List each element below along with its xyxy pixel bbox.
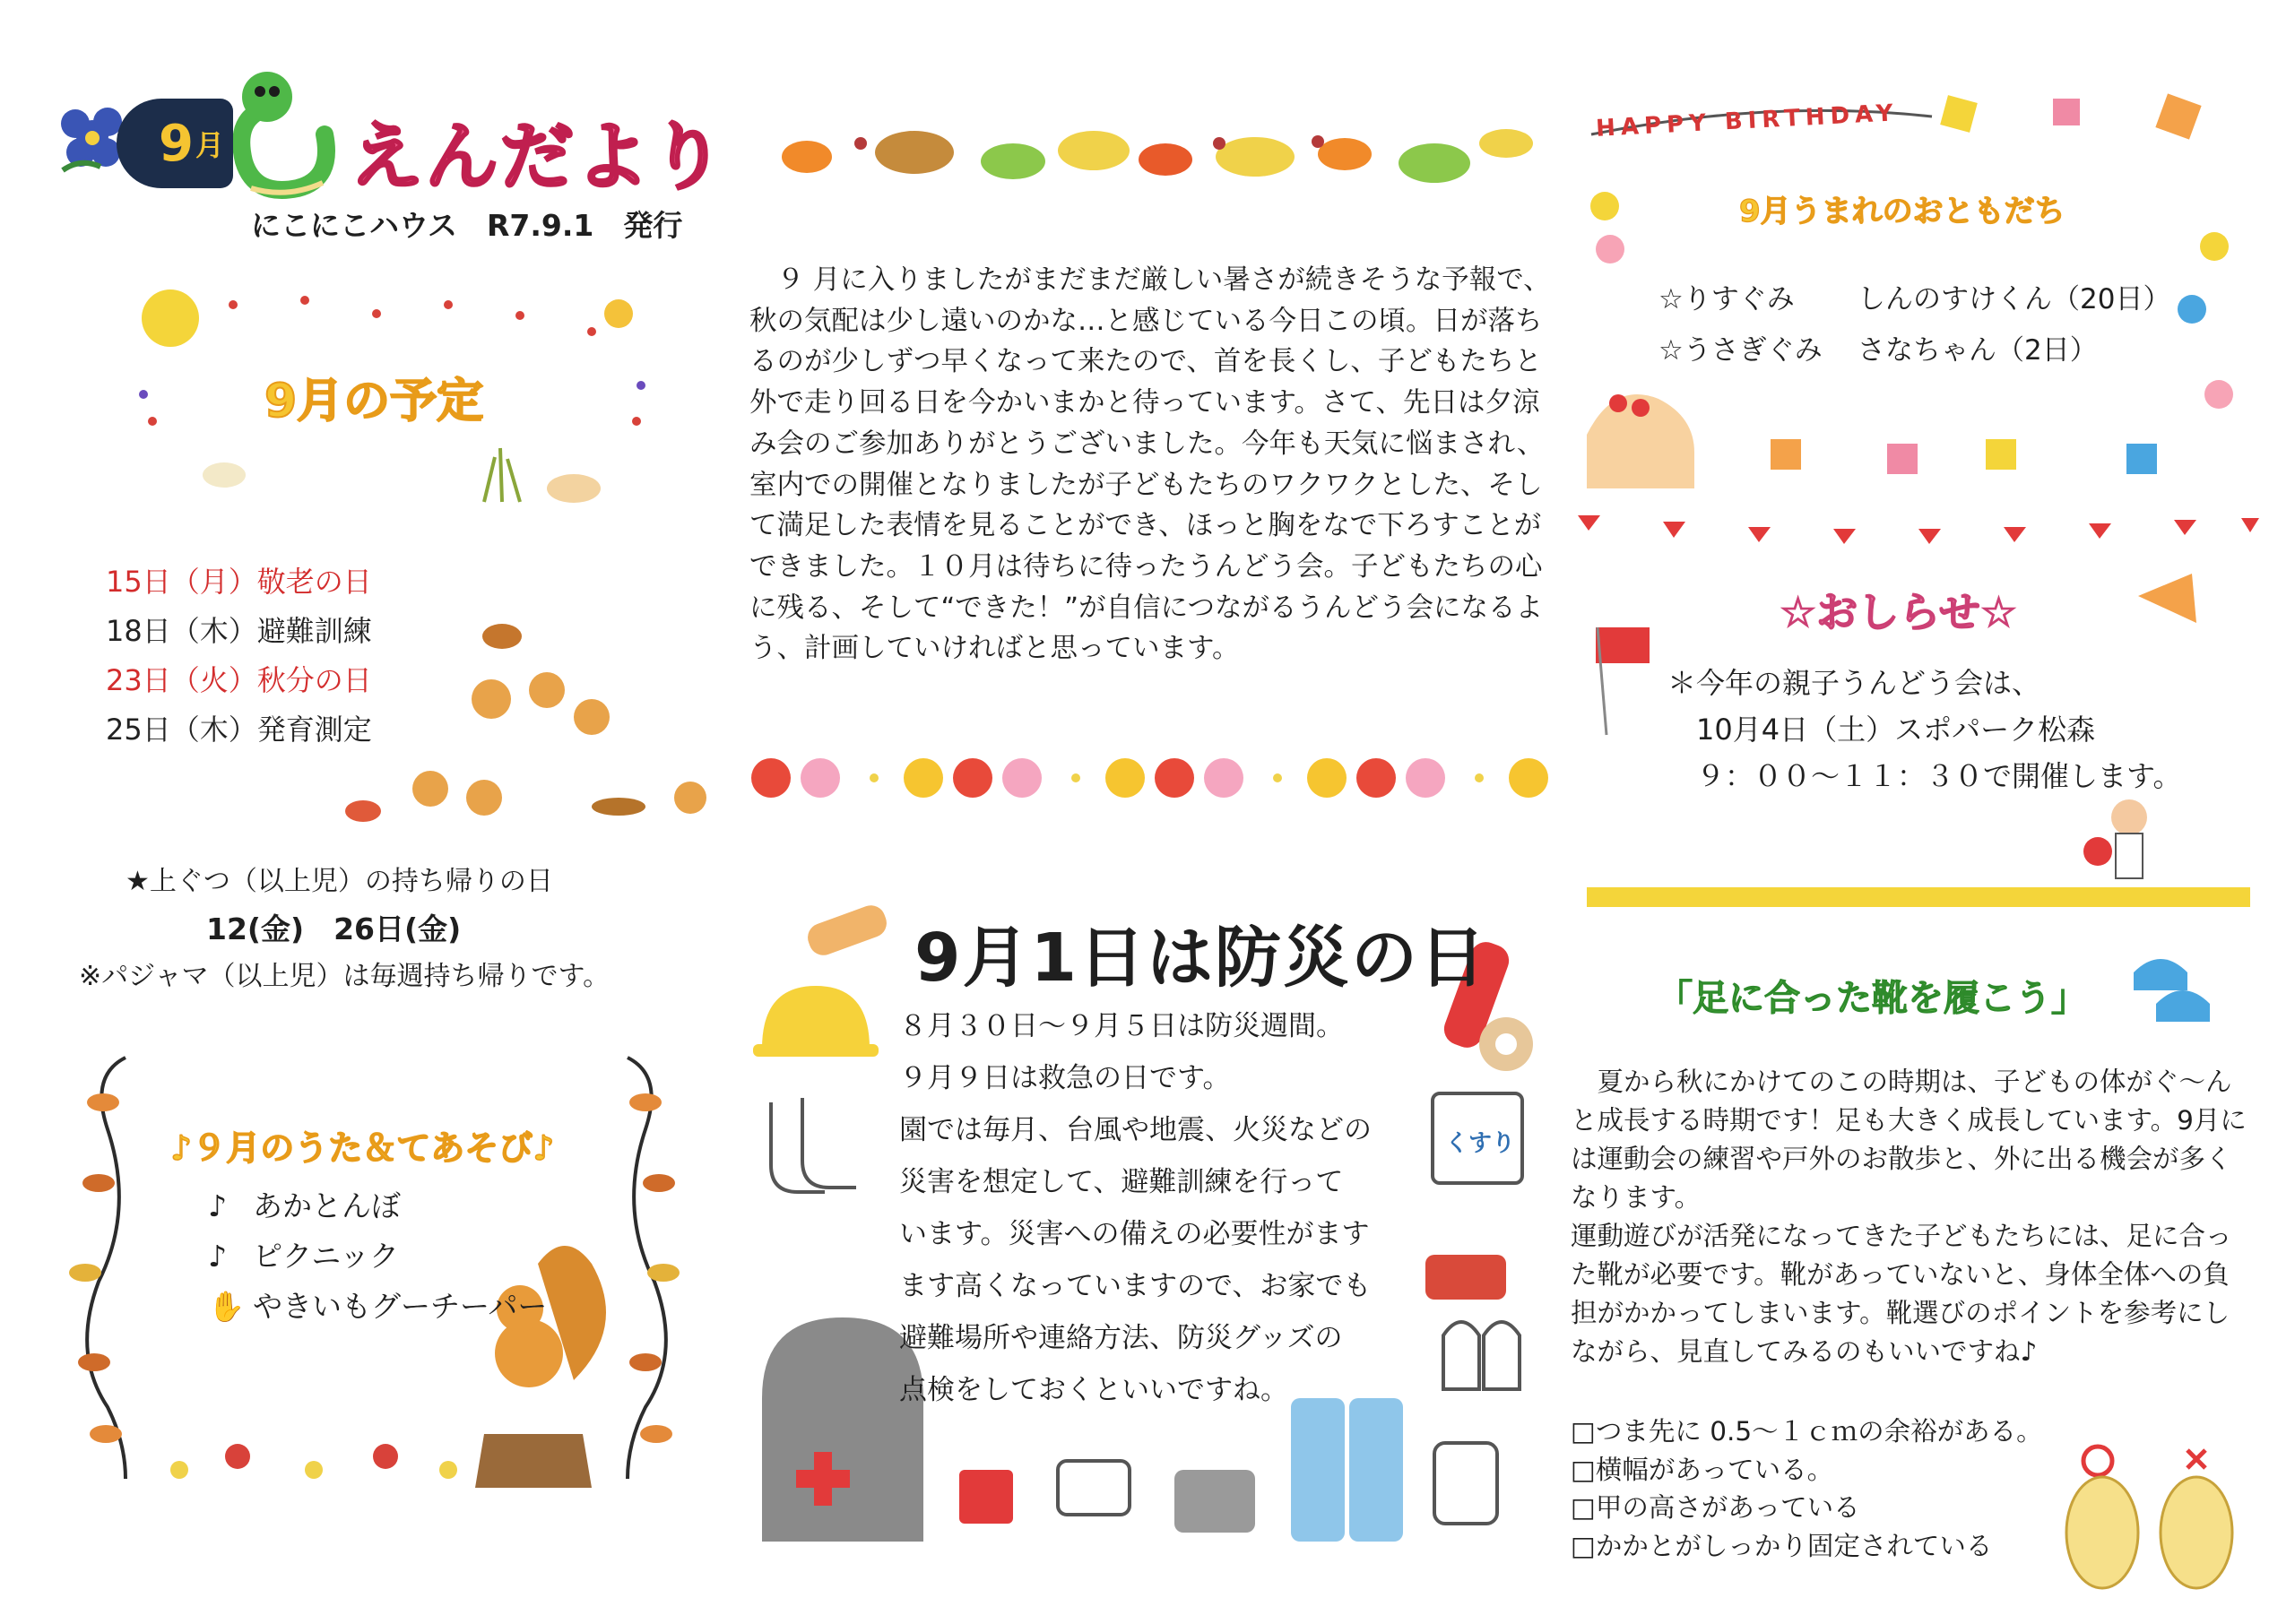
squirrel-group-decoration — [345, 624, 706, 822]
class-name: ☆うさぎぐみ — [1658, 334, 1823, 367]
disaster-line: 園では毎月、台風や地震、火災などの — [899, 1114, 1372, 1146]
shoes-title: 「足に合った靴を履こう」 — [1657, 978, 2087, 1019]
disaster-line: ８月３０日～９月５日は防災週間。 — [899, 1010, 1344, 1042]
music-note-icon: ♪ — [208, 1188, 228, 1223]
song-item — [208, 1282, 547, 1332]
disaster-day-title: 9月1日は防災の日 — [914, 920, 1487, 997]
canned-food-icon — [959, 1470, 1013, 1524]
disaster-line: ９月９日は救急の日です。 — [899, 1062, 1231, 1094]
music-note-icon: ♪ — [208, 1239, 228, 1274]
water-bottles-icon — [1291, 1398, 1403, 1542]
month-suffix: 月 — [195, 128, 224, 162]
schedule-item: 23日（火）秋分の日 — [106, 663, 372, 697]
bandage-icon — [804, 902, 891, 960]
disaster-line: 点検をしておくといいですね。 — [899, 1374, 1288, 1406]
disaster-line: ます高くなっていますので、お家でも — [899, 1270, 1372, 1302]
birthday-banner: HAPPY BIRTHDAY — [1595, 99, 1900, 143]
song-title: やきいもグーチーパー — [253, 1289, 548, 1324]
disaster-line: 避難場所や連絡方法、防災グッズの — [899, 1322, 1343, 1354]
medicine-label: くすり — [1445, 1130, 1516, 1157]
schedule-list — [106, 557, 372, 755]
birthday-subtitle: 9月うまれのおともだち — [1739, 194, 2066, 229]
notice-title: ☆おしらせ☆ — [1780, 588, 2018, 636]
snake-mascot-icon — [241, 72, 326, 193]
checklist-item: □つま先に 0.5～１ｃｍの余裕がある。 — [1571, 1416, 2043, 1447]
track-floor-decoration — [1587, 887, 2250, 907]
toilet-paper-icon — [1434, 1443, 1497, 1524]
checklist-item: □甲の高さがあっている — [1571, 1492, 1860, 1523]
intro-paragraph: ９ 月に入りましたがまだまだ厳しい暑さが続きそうな予報で、秋の気配は少し遠いのかな…と感じている今日この頃。日が落ちるのが少しずつ早くなって来たので、首を長くし、子どもたちと外で走り回る日を今かいまかと待っています。さて、先日は夕涼み会のご参加ありがとうございました。今年も天気に悩まされ、室内での開催となりましたが子どもたちのワクワクとした、そして満足した表情を見ることができ、ほっと胸をなで下ろすことができました。１０月は待ちに待ったうんどう会。子どもたちの心に残る、そして“できた！”が自信につながるうんどう会になるよう、計画していければと思っています。 — [749, 264, 1551, 665]
birthday-entry — [1658, 274, 2170, 325]
shoes-icon — [2134, 959, 2210, 1022]
song-item — [208, 1181, 547, 1231]
birthday-list — [1658, 274, 2170, 376]
schedule-title: 9月の予定 — [264, 375, 484, 428]
child-name: しんのすけくん（20日） — [1858, 283, 2171, 315]
child-name: さなちゃん（2日） — [1858, 334, 2098, 367]
newsletter-title: えんだより — [350, 115, 727, 200]
radio-icon — [1174, 1470, 1255, 1533]
birthday-entry — [1658, 325, 2170, 376]
header-flower-icon — [61, 108, 122, 170]
notice-line: ９：００～１１：３０で開催します。 — [1696, 759, 2182, 793]
bad-footprint-icon — [2161, 1450, 2232, 1588]
good-footprint-icon — [2066, 1447, 2138, 1588]
songs-list — [208, 1181, 547, 1332]
safety-helmet-icon — [753, 986, 879, 1057]
notice-line: ＊今年の親子うんどう会は、 — [1667, 666, 2041, 700]
issuer-line: にこにこハウス R7.9.1 発行 — [251, 208, 683, 243]
disaster-day-text — [899, 1000, 1437, 1416]
month-badge — [117, 99, 233, 188]
notice-text — [1667, 660, 2181, 799]
songs-title: ♪９月のうた＆てあそび♪ — [170, 1128, 555, 1168]
class-name: ☆りすぐみ — [1658, 283, 1795, 315]
uwabaki-dates: 12(金) 26日(金) — [206, 911, 462, 946]
pajama-note: ※パジャマ（以上児）は毎週持ち帰りです。 — [79, 961, 611, 992]
schedule-item: 15日（月）敬老の日 — [106, 565, 372, 599]
shoes-paragraph: 夏から秋にかけてのこの時期は、子どもの体がぐ～んと成長する時期です！足も大きく成長しています。9月には運動会の練習や戸外のお散歩と、外に出る機会が多くなります。 運動遊びが活発になってきた子どもたちには、足に合った靴が必要です。靴があっていないと、身体全体への負担がかかってしまいます。靴選びのポイントを参考にしながら、見直してみるのもいいですね♪ — [1571, 1067, 2247, 1367]
shoe-checklist — [1571, 1412, 2043, 1565]
leaf-garland-decoration — [782, 129, 1533, 183]
uwabaki-note: ★上ぐつ（以上児）の持ち帰りの日 — [126, 866, 553, 897]
face-mask-icon — [1058, 1461, 1130, 1515]
month-number: 9 — [159, 114, 194, 173]
disaster-line: 災害を想定して、避難訓練を行って — [899, 1166, 1344, 1198]
song-title: ピクニック — [253, 1239, 400, 1274]
tape-roll-icon — [1479, 1017, 1533, 1071]
gloves-icon — [1443, 1322, 1520, 1389]
schedule-item: 25日（木）発育測定 — [106, 713, 372, 747]
flower-divider-decoration — [751, 758, 1548, 798]
checklist-item: □横幅があっている。 — [1571, 1454, 1834, 1485]
socks-icon — [771, 1098, 856, 1192]
hands-icon: ✋ — [208, 1289, 246, 1324]
checklist-item: □かかとがしっかり固定されている — [1571, 1530, 1993, 1561]
running-child-icon — [2083, 799, 2147, 878]
song-item — [208, 1231, 547, 1282]
schedule-item: 18日（木）避難訓練 — [106, 614, 372, 648]
cans-icon — [1425, 1255, 1506, 1300]
disaster-line: います。災害への備えの必要性がます — [899, 1218, 1370, 1250]
song-title: あかとんぼ — [253, 1188, 401, 1223]
notice-line: 10月4日（土）スポパーク松森 — [1696, 713, 2096, 747]
